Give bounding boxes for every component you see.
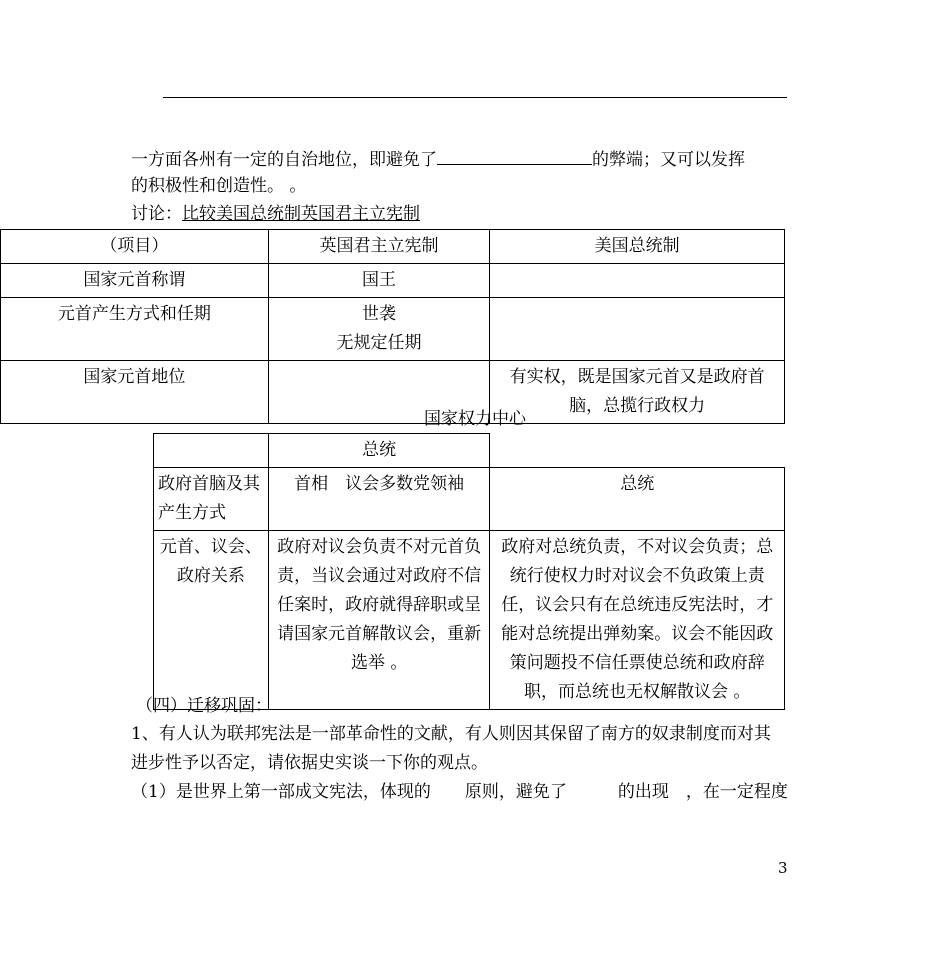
power-center-label: 国家权力中心 bbox=[424, 409, 526, 429]
table-cell: 国家元首称谓 bbox=[1, 264, 269, 298]
section-heading: （四）迁移巩固： bbox=[136, 696, 272, 716]
table-row bbox=[1, 264, 785, 298]
table-row bbox=[1, 298, 785, 361]
table-cell bbox=[490, 264, 785, 298]
text: 一方面各州有一定的自治地位，即避免了 bbox=[131, 150, 437, 170]
table-row bbox=[154, 468, 785, 531]
table-cell: 政府对总统负责，不对议会负责；总统行使权力时对议会不负政策上责任，议会只有在总统违反宪法时，才能对总统提出弹劾案。议会不能因政策问题投不信任票使总统和政府辞职，而总统也无权解散议会 。 bbox=[490, 531, 785, 710]
table-cell: 世袭 无规定任期 bbox=[268, 298, 490, 361]
table-cell: 政府对议会负责不对元首负责，当议会通过对政府不信任案时，政府就得辞职或呈请国家元首解散议会，重新选举 。 bbox=[268, 531, 490, 710]
table-cell: 元首、议会、政府关系 bbox=[154, 531, 269, 710]
question-line-3: （1）是世界上第一部成文宪法，体现的 原则，避免了 的出现 ，在一定程度 bbox=[131, 782, 788, 802]
discussion-heading bbox=[131, 201, 420, 227]
table-cell: 国家元首地位 bbox=[1, 361, 269, 424]
table-cell: 首相 议会多数党领袖 bbox=[268, 468, 490, 531]
text: 的弊端；又可以发挥 bbox=[592, 150, 745, 170]
table-cell: 政府首脑及其产生方式 bbox=[154, 468, 269, 531]
table-cell bbox=[490, 298, 785, 361]
question-line-2: 进步性予以否定，请依据史实谈一下你的观点。 bbox=[131, 753, 488, 773]
table-cell: 元首产生方式和任期 bbox=[1, 298, 269, 361]
question-line-1: 1、有人认为联邦宪法是一部革命性的文献，有人则因其保留了南方的奴隶制度而对其 bbox=[131, 724, 771, 744]
table-row bbox=[154, 434, 785, 468]
discussion-label: 讨论： bbox=[131, 204, 182, 224]
page-number: 3 bbox=[778, 859, 788, 877]
power-table bbox=[153, 433, 785, 710]
discussion-title: 比较美国总统制英国君主立宪制 bbox=[182, 204, 420, 224]
table-cell: 总统 bbox=[268, 434, 490, 468]
comparison-table bbox=[0, 229, 785, 424]
table-header-cell: 英国君主立宪制 bbox=[268, 230, 490, 264]
fill-blank[interactable] bbox=[437, 146, 592, 165]
table-header-cell: （项目） bbox=[1, 230, 269, 264]
table-cell bbox=[154, 434, 269, 468]
table-row bbox=[154, 531, 785, 710]
table-header-cell: 美国总统制 bbox=[490, 230, 785, 264]
paragraph-line-1 bbox=[131, 146, 745, 173]
table-cell: 有实权，既是国家元首又是政府首脑，总揽行政权力 bbox=[490, 361, 785, 424]
paragraph-line-2: 的积极性和创造性。 。 bbox=[131, 176, 307, 196]
top-rule bbox=[163, 97, 787, 98]
table-cell bbox=[490, 434, 785, 468]
table-cell: 总统 bbox=[490, 468, 785, 531]
table-cell: 国王 bbox=[268, 264, 490, 298]
table-header-row bbox=[1, 230, 785, 264]
